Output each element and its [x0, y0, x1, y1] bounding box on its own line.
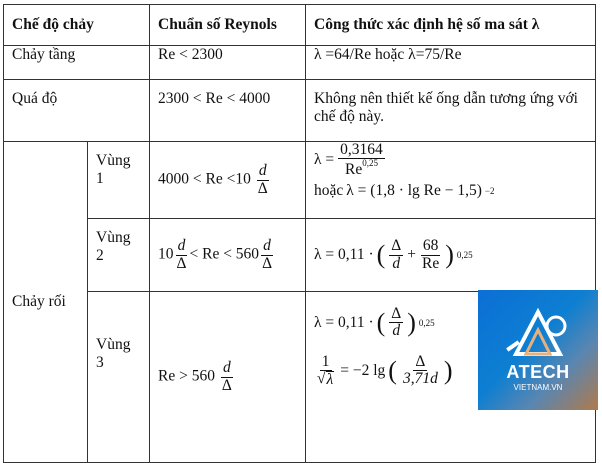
zone2-formula: λ = 0,11 · ( $\frac{\Delta}{d}$ + $\frac{68}{Re}$ ) 0,25 [306, 219, 596, 292]
zone3-formula: λ = 0,11 · ( $\frac{\Delta}{d}$ ) 0,25 1 √ λ = −2 lg ( $\frac{\Delta}{3,71d}$ ) [306, 292, 596, 463]
atech-logo [478, 290, 598, 410]
zone1-formula: λ = $\frac{0,3164}{Re^{0,25}}$ hoặc λ = (1,8 · lg Re − 1,5) −2 [306, 142, 596, 219]
zone2-criterion: 10 $\frac{d}{\Delta}$ < Re < 560 $\frac{d}{\Delta}$ [150, 219, 306, 292]
logo-sub: VIETNAM.VN [513, 383, 563, 392]
zone1-criterion: 4000 < Re <10 $\frac{d}{\Delta}$ [150, 142, 306, 219]
transition-criterion: 2300 < Re < 4000 [150, 80, 306, 142]
turbulent-regime: Chảy rối [4, 142, 88, 463]
laminar-formula: λ =64/Re hoặc λ=75/Re [306, 46, 596, 80]
header-reynolds: Chuẩn số Reynols [150, 5, 306, 46]
laminar-regime: Chảy tầng [4, 46, 150, 80]
header-formula: Công thức xác định hệ số ma sát λ [306, 5, 596, 46]
header-regime: Chế độ chảy [4, 5, 150, 46]
transition-formula: Không nên thiết kế ống dẫn tương ứng với chế độ này. [306, 80, 596, 142]
atech-logo-icon [496, 304, 580, 366]
zone2-label: Vùng 2 [88, 219, 150, 292]
transition-regime: Quá độ [4, 80, 150, 142]
zone1-label: Vùng 1 [88, 142, 150, 219]
logo-brand: ATECH [506, 362, 570, 382]
zone3-criterion: Re > 560 $\frac{d}{\Delta}$ [150, 292, 306, 463]
zone3-label: Vùng 3 [88, 292, 150, 463]
laminar-criterion: Re < 2300 [150, 46, 306, 80]
